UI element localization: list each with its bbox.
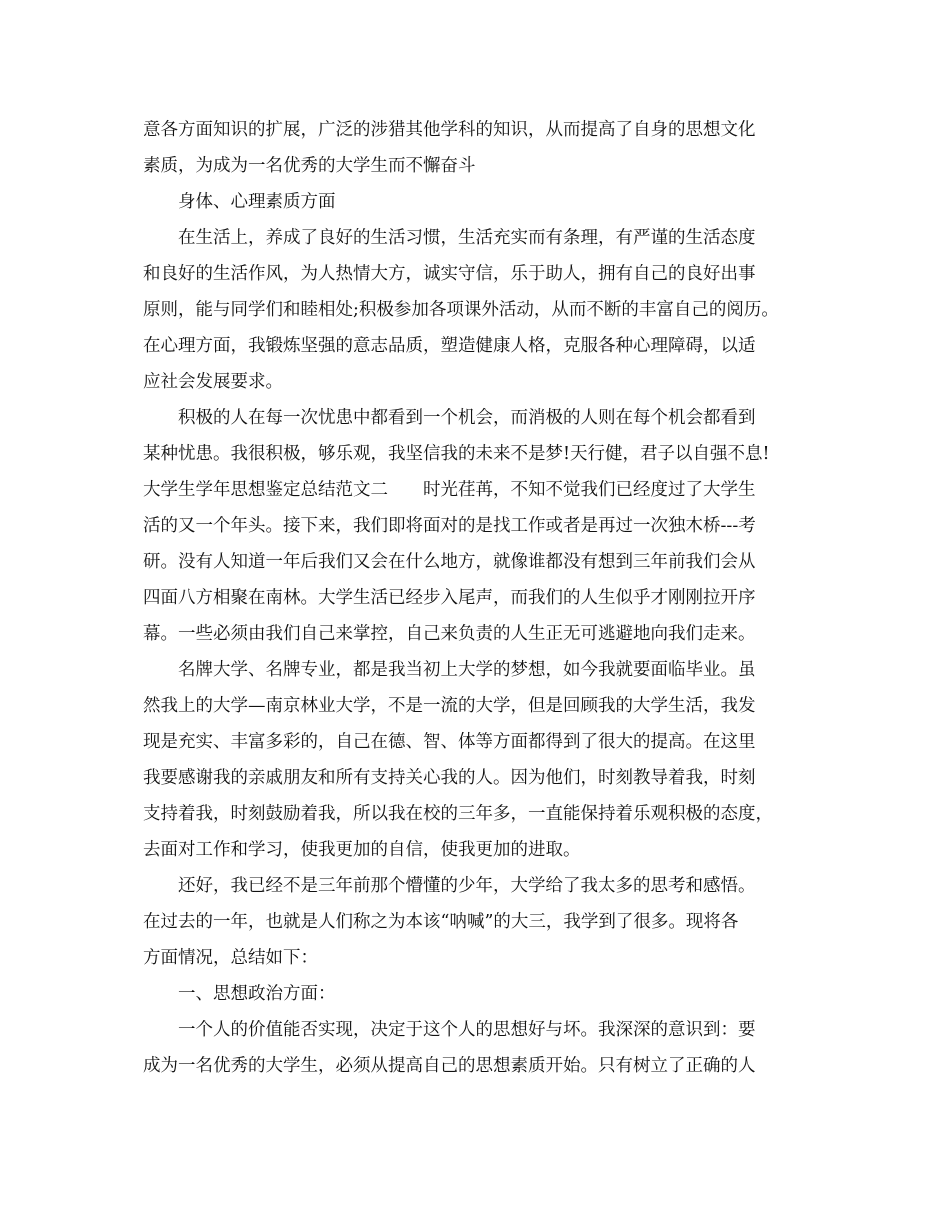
section-heading: 一、思想政治方面： bbox=[178, 984, 336, 1004]
text-line: 应社会发展要求。 bbox=[143, 372, 283, 392]
text-line: 名牌大学、名牌专业，都是我当初上大学的梦想，如今我就要面临毕业。虽 bbox=[178, 660, 756, 680]
text-line: 意各方面知识的扩展，广泛的涉猎其他学科的知识，从而提高了自身的思想文化 bbox=[143, 120, 756, 140]
text-line: 在生活上，养成了良好的生活习惯，生活充实而有条理，有严谨的生活态度 bbox=[178, 228, 756, 248]
text-line: 现是充实、丰富多彩的，自己在德、智、体等方面都得到了很大的提高。在这里 bbox=[143, 732, 756, 752]
text-line: 幕。一些必须由我们自己来掌控，自己来负责的人生正无可逃避地向我们走来。 bbox=[143, 624, 756, 644]
text-line: 成为一名优秀的大学生，必须从提高自己的思想素质开始。只有树立了正确的人 bbox=[143, 1056, 756, 1076]
text-line: 四面八方相聚在南林。大学生活已经步入尾声，而我们的人生似乎才刚刚拉开序 bbox=[143, 588, 756, 608]
text-line: 原则，能与同学们和睦相处;积极参加各项课外活动，从而不断的丰富自己的阅历。 bbox=[143, 300, 779, 320]
text-line: 和良好的生活作风，为人热情大方，诚实守信，乐于助人，拥有自己的良好出事 bbox=[143, 264, 756, 284]
text-line: 某种忧患。我很积极，够乐观，我坚信我的未来不是梦!天行健，君子以自强不息! bbox=[143, 444, 770, 464]
text-line: 我要感谢我的亲戚朋友和所有支持关心我的人。因为他们，时刻教导着我，时刻 bbox=[143, 768, 756, 788]
text-line: 然我上的大学—南京林业大学，不是一流的大学，但是回顾我的大学生活，我发 bbox=[143, 696, 756, 716]
text-line: 方面情况，总结如下： bbox=[143, 948, 318, 968]
section-heading: 身体、心理素质方面 bbox=[178, 192, 336, 212]
text-line: 研。没有人知道一年后我们又会在什么地方，就像谁都没有想到三年前我们会从 bbox=[143, 552, 756, 572]
text-line: 支持着我，时刻鼓励着我，所以我在校的三年多，一直能保持着乐观积极的态度， bbox=[143, 804, 773, 824]
text-line: 一个人的价值能否实现，决定于这个人的思想好与坏。我深深的意识到：要 bbox=[178, 1020, 756, 1040]
text-line: 大学生学年思想鉴定总结范文二 时光荏苒，不知不觉我们已经度过了大学生 bbox=[143, 480, 756, 500]
text-line: 积极的人在每一次忧患中都看到一个机会，而消极的人则在每个机会都看到 bbox=[178, 408, 756, 428]
text-line: 去面对工作和学习，使我更加的自信，使我更加的进取。 bbox=[143, 840, 581, 860]
text-line: 素质，为成为一名优秀的大学生而不懈奋斗 bbox=[143, 156, 476, 176]
text-line: 在过去的一年，也就是人们称之为本该“呐喊”的大三，我学到了很多。现将各 bbox=[143, 912, 739, 932]
text-line: 还好，我已经不是三年前那个懵懂的少年，大学给了我太多的思考和感悟。 bbox=[178, 876, 756, 896]
text-line: 活的又一个年头。接下来，我们即将面对的是找工作或者是再过一次独木桥---考 bbox=[143, 516, 756, 536]
text-line: 在心理方面，我锻炼坚强的意志品质，塑造健康人格，克服各种心理障碍，以适 bbox=[143, 336, 756, 356]
